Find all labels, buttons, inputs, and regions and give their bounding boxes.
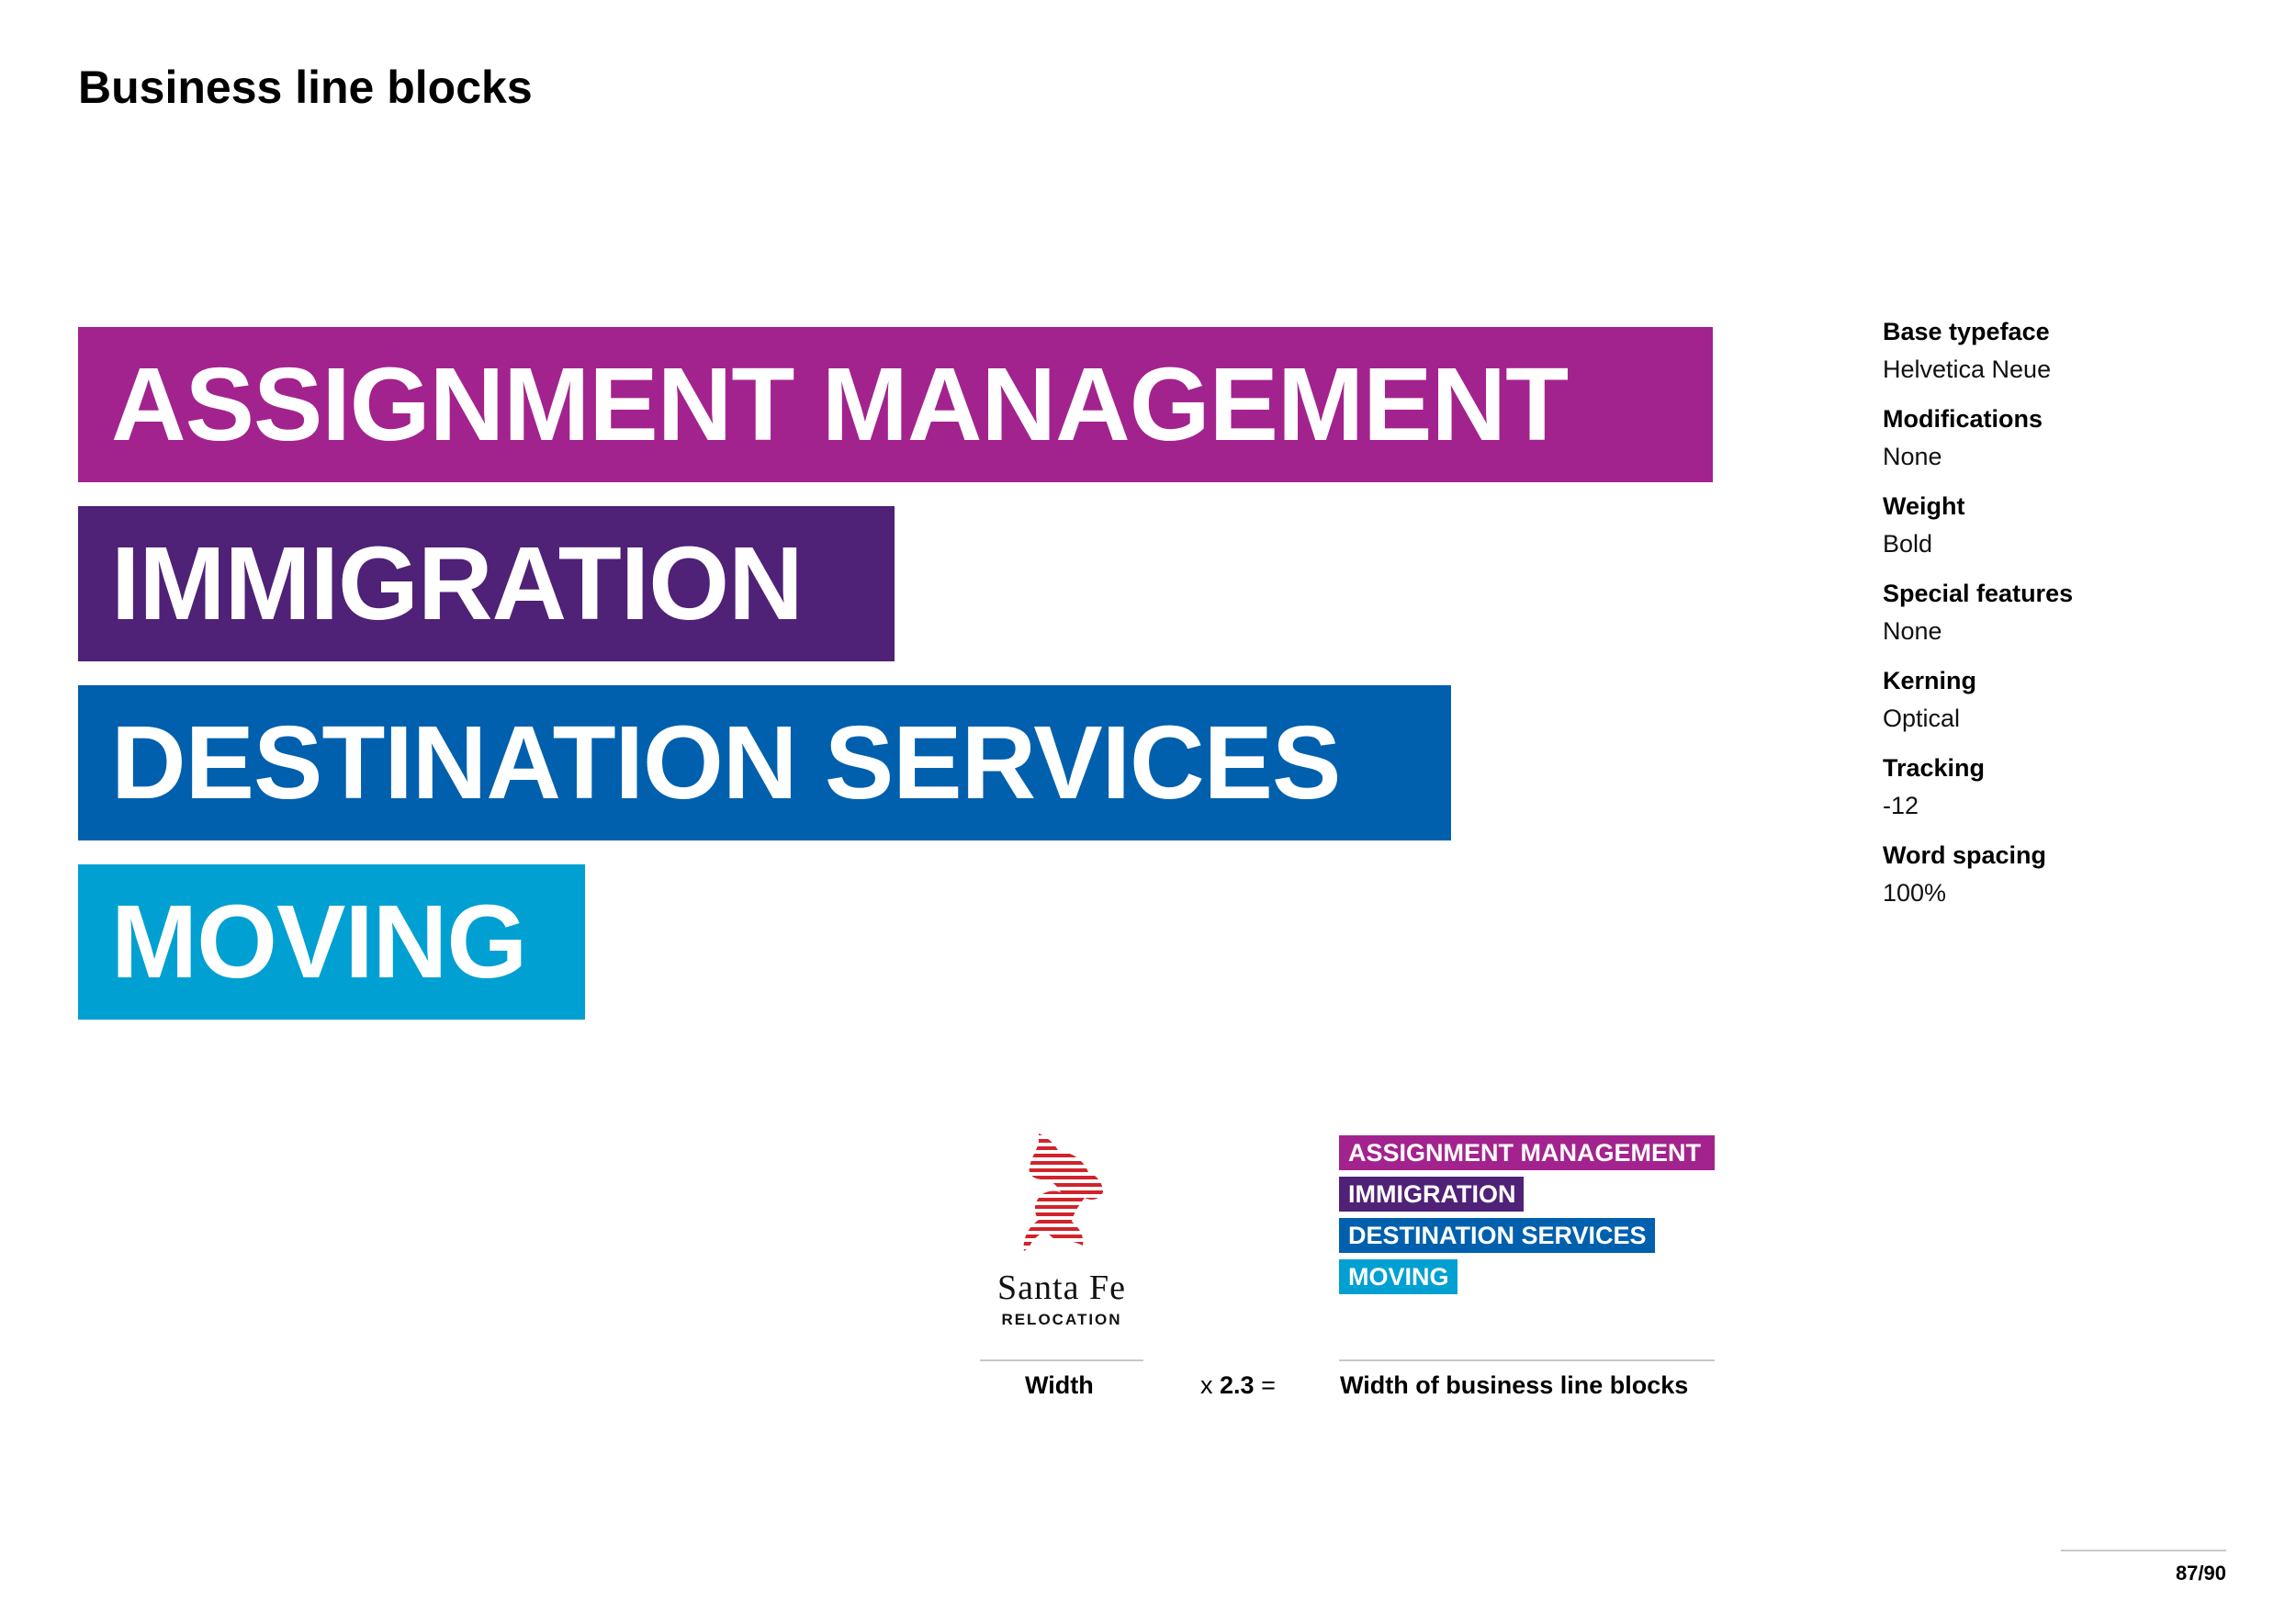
page-title: Business line blocks (78, 62, 533, 113)
mini-business-line-block: ASSIGNMENT MANAGEMENT (1339, 1135, 1715, 1170)
mini-business-line-block: IMMIGRATION (1339, 1177, 1524, 1212)
multiplier-suffix: = (1261, 1371, 1276, 1399)
spec-item (1883, 669, 2073, 731)
spec-item (1883, 407, 2073, 469)
multiplier-value: 2.3 (1220, 1371, 1255, 1399)
spec-value: -12 (1883, 792, 1919, 819)
business-line-block: MOVING (78, 864, 585, 1020)
logo-brand: Santa Fe (997, 1269, 1126, 1307)
mini-business-line-blocks (1339, 1135, 1715, 1301)
mini-business-line-block: MOVING (1339, 1259, 1458, 1294)
blocks-width-caption: Width of business line blocks (1340, 1371, 1689, 1399)
spec-value: None (1883, 443, 1942, 470)
business-line-block: IMMIGRATION (78, 506, 895, 661)
santa-fe-logo (976, 1132, 1147, 1328)
business-line-blocks (78, 327, 1713, 1043)
multiplier-prefix: x (1200, 1371, 1213, 1399)
spec-label: Word spacing (1883, 841, 2047, 869)
spec-item (1883, 581, 2073, 644)
blocks-width-rule (1339, 1359, 1715, 1361)
spec-label: Tracking (1883, 754, 1986, 782)
spec-value: Bold (1883, 530, 1933, 558)
logo-width-rule (980, 1359, 1143, 1361)
business-line-block: ASSIGNMENT MANAGEMENT (78, 327, 1713, 482)
spec-value: 100% (1883, 879, 1947, 907)
spec-label: Base typeface (1883, 318, 2050, 345)
spec-label: Modifications (1883, 405, 2043, 433)
page-number: 87/90 (2175, 1562, 2226, 1585)
spec-value: None (1883, 617, 1942, 645)
mini-business-line-block: DESTINATION SERVICES (1339, 1218, 1655, 1253)
spec-label: Kerning (1883, 667, 1977, 694)
spec-value: Helvetica Neue (1883, 355, 2052, 383)
typeface-specs (1883, 320, 2073, 930)
logo-brand-sub: RELOCATION (1001, 1311, 1122, 1328)
multiplier (1200, 1373, 1276, 1398)
spec-label: Special features (1883, 580, 2074, 607)
spec-item (1883, 843, 2073, 906)
spec-item (1883, 756, 2073, 818)
spec-value: Optical (1883, 705, 1961, 732)
page-number-rule (2061, 1550, 2226, 1551)
horse-head-icon (976, 1132, 1147, 1253)
spec-item (1883, 494, 2073, 557)
business-line-block: DESTINATION SERVICES (78, 685, 1451, 840)
width-caption: Width (1025, 1371, 1094, 1399)
spec-label: Weight (1883, 492, 1965, 520)
spec-item (1883, 320, 2073, 382)
